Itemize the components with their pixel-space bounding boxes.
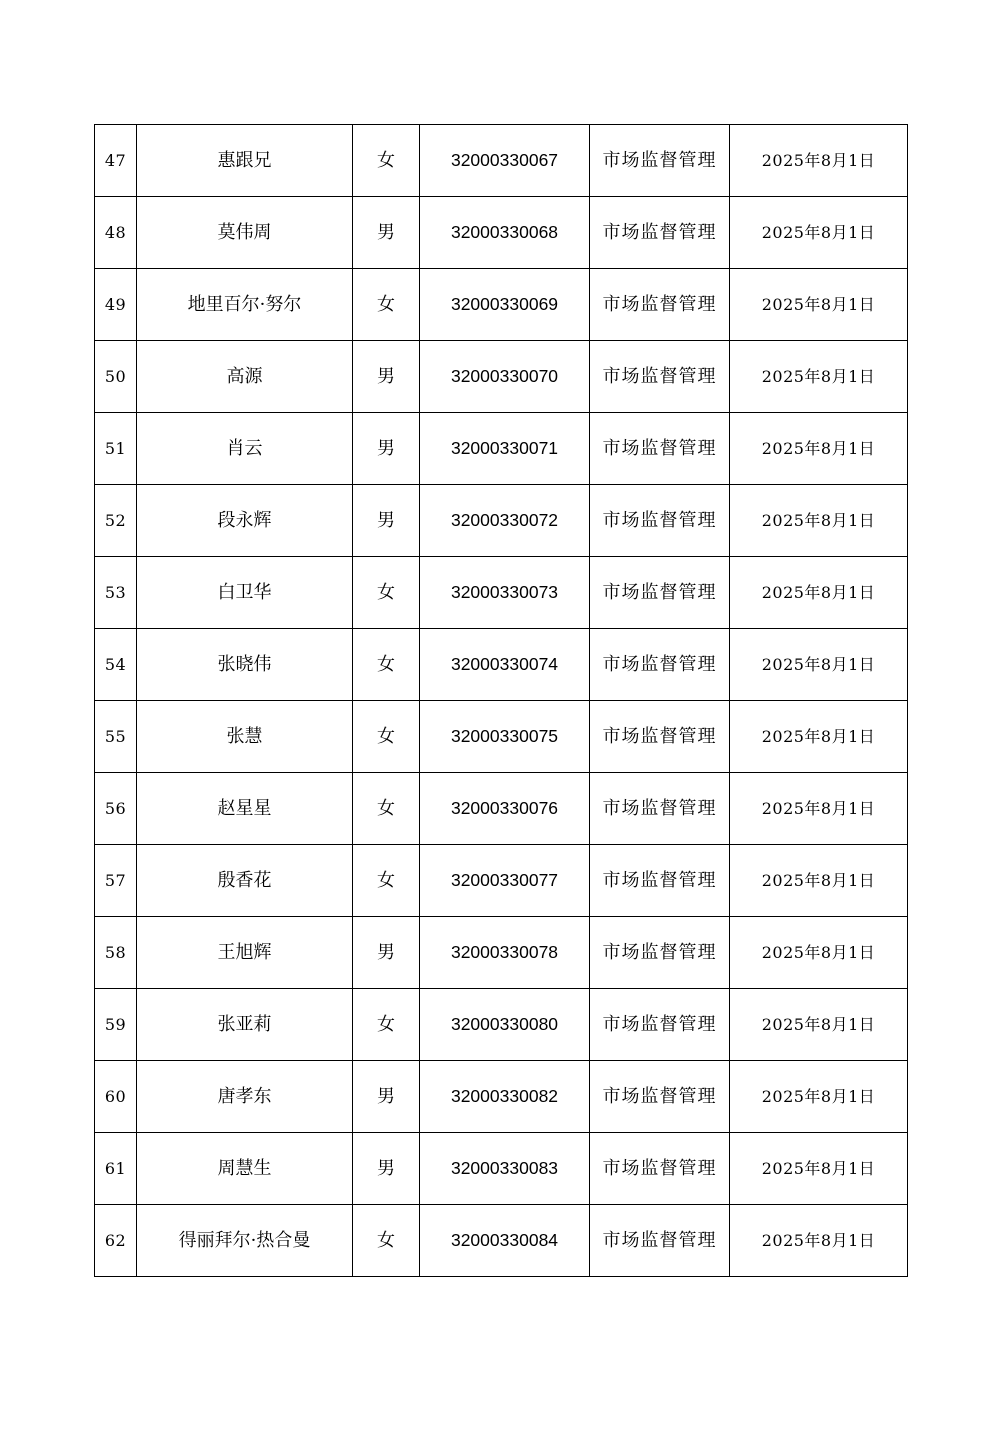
person-name: 地里百尔·努尔: [137, 269, 353, 341]
date-cell: 2025年8月1日: [730, 125, 908, 197]
certificate-number: 32000330072: [420, 485, 590, 557]
category-cell: 市场监督管理: [590, 125, 730, 197]
category-cell: 市场监督管理: [590, 845, 730, 917]
person-name: 高源: [137, 341, 353, 413]
certificate-number: 32000330075: [420, 701, 590, 773]
row-number: 55: [95, 701, 137, 773]
table-row: [95, 269, 908, 341]
certificate-number: 32000330067: [420, 125, 590, 197]
row-number: 57: [95, 845, 137, 917]
table-row: [95, 557, 908, 629]
certificate-number: 32000330078: [420, 917, 590, 989]
date-cell: 2025年8月1日: [730, 989, 908, 1061]
certificate-number: 32000330073: [420, 557, 590, 629]
category-cell: 市场监督管理: [590, 1133, 730, 1205]
certificate-number: 32000330071: [420, 413, 590, 485]
row-number: 47: [95, 125, 137, 197]
row-number: 59: [95, 989, 137, 1061]
category-cell: 市场监督管理: [590, 341, 730, 413]
certificate-number: 32000330082: [420, 1061, 590, 1133]
date-cell: 2025年8月1日: [730, 773, 908, 845]
date-cell: 2025年8月1日: [730, 917, 908, 989]
date-cell: 2025年8月1日: [730, 269, 908, 341]
date-cell: 2025年8月1日: [730, 845, 908, 917]
category-cell: 市场监督管理: [590, 197, 730, 269]
date-cell: 2025年8月1日: [730, 1205, 908, 1277]
row-number: 58: [95, 917, 137, 989]
date-cell: 2025年8月1日: [730, 341, 908, 413]
certificate-number: 32000330076: [420, 773, 590, 845]
table-row: [95, 197, 908, 269]
category-cell: 市场监督管理: [590, 557, 730, 629]
certificate-number: 32000330069: [420, 269, 590, 341]
table-row: [95, 989, 908, 1061]
row-number: 48: [95, 197, 137, 269]
date-cell: 2025年8月1日: [730, 557, 908, 629]
person-name: 得丽拜尔·热合曼: [137, 1205, 353, 1277]
person-name: 王旭辉: [137, 917, 353, 989]
category-cell: 市场监督管理: [590, 1205, 730, 1277]
gender-cell: 男: [353, 341, 420, 413]
table-row: [95, 629, 908, 701]
gender-cell: 男: [353, 485, 420, 557]
table-row: [95, 413, 908, 485]
roster-table-body: [95, 125, 908, 1277]
table-row: [95, 701, 908, 773]
table-row: [95, 917, 908, 989]
gender-cell: 男: [353, 197, 420, 269]
gender-cell: 男: [353, 1061, 420, 1133]
category-cell: 市场监督管理: [590, 485, 730, 557]
person-name: 惠跟兄: [137, 125, 353, 197]
table-row: [95, 125, 908, 197]
gender-cell: 男: [353, 1133, 420, 1205]
person-name: 段永辉: [137, 485, 353, 557]
gender-cell: 女: [353, 269, 420, 341]
certificate-number: 32000330080: [420, 989, 590, 1061]
row-number: 50: [95, 341, 137, 413]
gender-cell: 女: [353, 1205, 420, 1277]
table-row: [95, 1061, 908, 1133]
row-number: 54: [95, 629, 137, 701]
gender-cell: 女: [353, 629, 420, 701]
category-cell: 市场监督管理: [590, 701, 730, 773]
table-row: [95, 1205, 908, 1277]
gender-cell: 女: [353, 845, 420, 917]
date-cell: 2025年8月1日: [730, 701, 908, 773]
gender-cell: 女: [353, 773, 420, 845]
table-row: [95, 341, 908, 413]
category-cell: 市场监督管理: [590, 413, 730, 485]
person-name: 张晓伟: [137, 629, 353, 701]
certificate-number: 32000330084: [420, 1205, 590, 1277]
row-number: 60: [95, 1061, 137, 1133]
person-name: 唐孝东: [137, 1061, 353, 1133]
gender-cell: 女: [353, 701, 420, 773]
table-row: [95, 773, 908, 845]
person-name: 周慧生: [137, 1133, 353, 1205]
category-cell: 市场监督管理: [590, 773, 730, 845]
gender-cell: 女: [353, 557, 420, 629]
row-number: 51: [95, 413, 137, 485]
person-name: 赵星星: [137, 773, 353, 845]
certificate-number: 32000330083: [420, 1133, 590, 1205]
row-number: 61: [95, 1133, 137, 1205]
date-cell: 2025年8月1日: [730, 629, 908, 701]
category-cell: 市场监督管理: [590, 1061, 730, 1133]
date-cell: 2025年8月1日: [730, 485, 908, 557]
person-name: 肖云: [137, 413, 353, 485]
date-cell: 2025年8月1日: [730, 1133, 908, 1205]
certificate-number: 32000330068: [420, 197, 590, 269]
table-row: [95, 845, 908, 917]
row-number: 53: [95, 557, 137, 629]
person-name: 莫伟周: [137, 197, 353, 269]
row-number: 62: [95, 1205, 137, 1277]
category-cell: 市场监督管理: [590, 629, 730, 701]
table-row: [95, 485, 908, 557]
certificate-number: 32000330077: [420, 845, 590, 917]
gender-cell: 女: [353, 989, 420, 1061]
roster-table: [94, 124, 908, 1277]
person-name: 张慧: [137, 701, 353, 773]
date-cell: 2025年8月1日: [730, 197, 908, 269]
table-row: [95, 1133, 908, 1205]
person-name: 张亚莉: [137, 989, 353, 1061]
certificate-number: 32000330070: [420, 341, 590, 413]
person-name: 殷香花: [137, 845, 353, 917]
category-cell: 市场监督管理: [590, 989, 730, 1061]
gender-cell: 女: [353, 125, 420, 197]
gender-cell: 男: [353, 917, 420, 989]
person-name: 白卫华: [137, 557, 353, 629]
category-cell: 市场监督管理: [590, 917, 730, 989]
date-cell: 2025年8月1日: [730, 1061, 908, 1133]
row-number: 49: [95, 269, 137, 341]
row-number: 52: [95, 485, 137, 557]
date-cell: 2025年8月1日: [730, 413, 908, 485]
row-number: 56: [95, 773, 137, 845]
category-cell: 市场监督管理: [590, 269, 730, 341]
certificate-number: 32000330074: [420, 629, 590, 701]
gender-cell: 男: [353, 413, 420, 485]
